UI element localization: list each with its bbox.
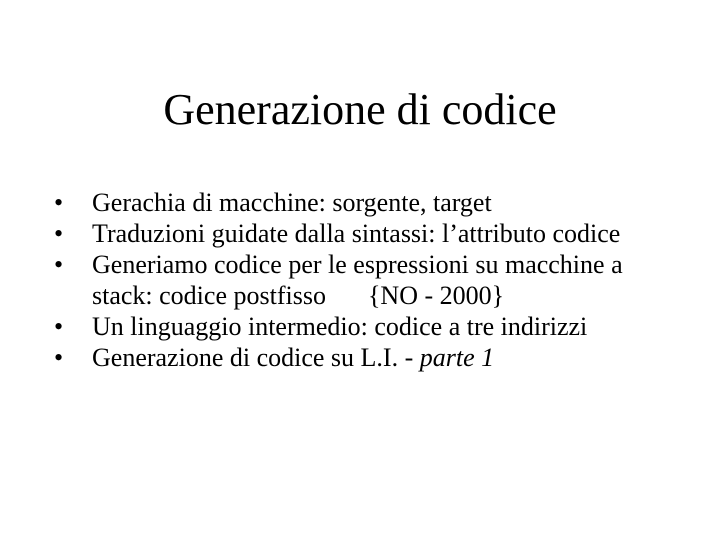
bullet-dot-icon: • (54, 312, 64, 341)
list-item (54, 187, 694, 218)
bullet-dot-icon: • (54, 219, 64, 248)
list-item (54, 218, 694, 249)
bullet-text: Generazione di codice su L.I. - (92, 343, 420, 372)
bullet-dot-icon: • (54, 250, 64, 279)
bullet-text: Traduzioni guidate dalla sintassi: l’attributo codice (92, 219, 621, 248)
bullet-text: Gerachia di macchine: sorgente, target (92, 188, 492, 217)
bullet-dot-icon: • (54, 188, 64, 217)
bullet-part-label: parte 1 (419, 343, 495, 372)
list-item (54, 311, 694, 342)
bullet-text-line1: Generiamo codice per le espressioni su macchine a (92, 250, 623, 279)
bullet-dot-icon: • (54, 343, 64, 372)
slide-title: Generazione di codice (163, 85, 557, 134)
bullet-text-line2: stack: codice postfisso (92, 281, 326, 310)
bullet-text: Un linguaggio intermedio: codice a tre indirizzi (92, 312, 588, 341)
list-item (54, 342, 694, 373)
list-item (54, 249, 694, 311)
bullet-list (54, 187, 694, 373)
bullet-note: {NO - 2000} (367, 281, 505, 310)
